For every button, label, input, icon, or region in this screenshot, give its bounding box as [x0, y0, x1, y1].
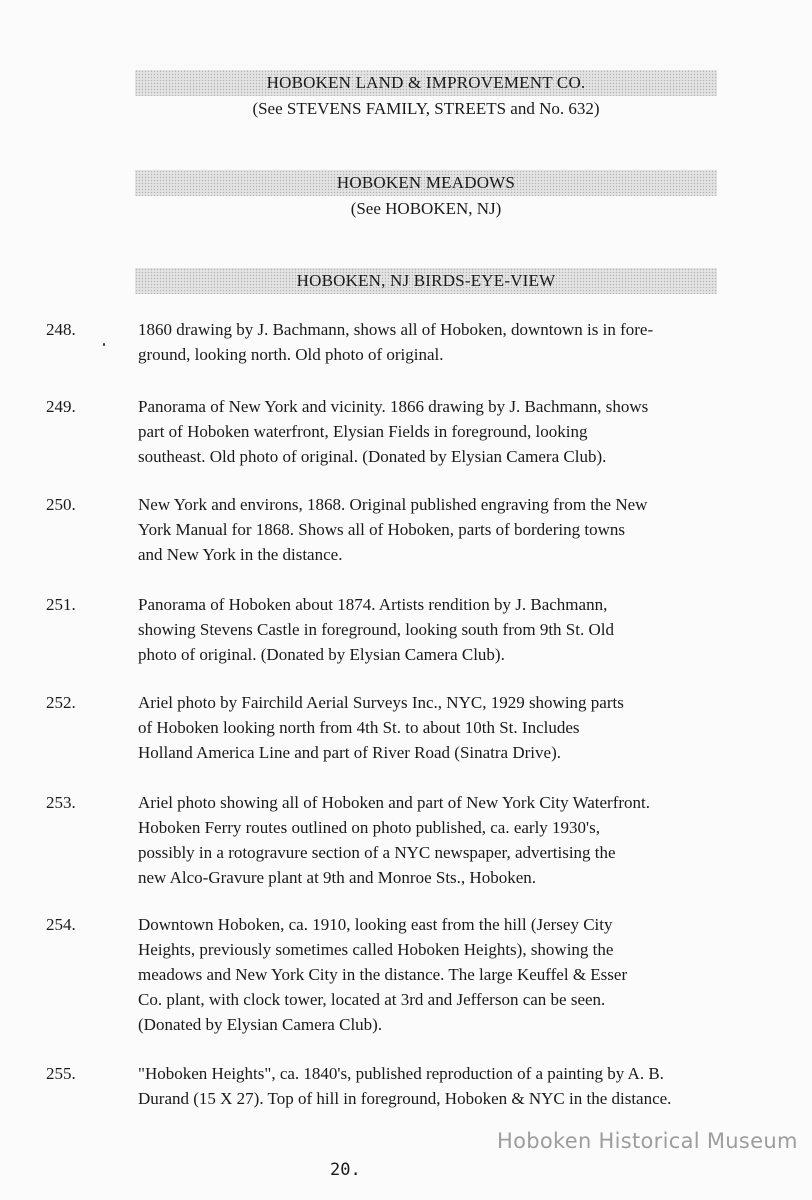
entry-number: 254.: [46, 915, 76, 934]
section-heading-birds-eye-view: [135, 268, 717, 294]
entry-line: York Manual for 1868. Shows all of Hoboken, parts of bordering towns: [138, 520, 625, 539]
entry-number: 255.: [46, 1064, 76, 1083]
entry-line: Hoboken Ferry routes outlined on photo published, ca. early 1930's,: [138, 818, 600, 837]
section-heading-text: HOBOKEN, NJ BIRDS-EYE-VIEW: [296, 271, 556, 290]
section-heading-meadows: [135, 170, 717, 196]
entry-description: [138, 394, 698, 469]
entry-line: showing Stevens Castle in foreground, looking south from 9th St. Old: [138, 620, 614, 639]
see-reference: (See HOBOKEN, NJ): [350, 199, 502, 218]
entry-number: 253.: [46, 793, 76, 812]
entry-description: [138, 912, 698, 1037]
entry-line: possibly in a rotogravure section of a NYC newspaper, advertising the: [138, 843, 616, 862]
entry-line: and New York in the distance.: [138, 545, 343, 564]
section-heading-land-improvement: [135, 70, 717, 96]
section-heading-text: HOBOKEN MEADOWS: [336, 173, 516, 192]
entry-description: [138, 1061, 718, 1111]
entry-line: Ariel photo showing all of Hoboken and part of New York City Waterfront.: [138, 793, 651, 812]
entry-line: Heights, previously sometimes called Hoboken Heights), showing the: [138, 940, 614, 959]
entry-description: [138, 592, 698, 667]
entry-description: [138, 492, 698, 567]
entry-line: part of Hoboken waterfront, Elysian Fields in foreground, looking: [138, 422, 588, 441]
entry-description: [138, 690, 698, 765]
entry-line: Downtown Hoboken, ca. 1910, looking east from the hill (Jersey City: [138, 915, 613, 934]
stray-mark: [103, 343, 105, 346]
entry-number: 251.: [46, 595, 76, 614]
entry-line: southeast. Old photo of original. (Donated by Elysian Camera Club).: [138, 447, 607, 466]
entry-line: Ariel photo by Fairchild Aerial Surveys Inc., NYC, 1929 showing parts: [138, 693, 624, 712]
entry-line: photo of original. (Donated by Elysian Camera Club).: [138, 645, 505, 664]
entry-line: ground, looking north. Old photo of original.: [138, 345, 444, 364]
entry-line: new Alco-Gravure plant at 9th and Monroe Sts., Hoboken.: [138, 868, 536, 887]
entry-line: Holland America Line and part of River Road (Sinatra Drive).: [138, 743, 561, 762]
entry-line: meadows and New York City in the distance. The large Keuffel & Esser: [138, 965, 628, 984]
page-number: 20.: [330, 1160, 361, 1180]
entry-description: [138, 317, 698, 367]
entry-number: 250.: [46, 495, 76, 514]
museum-watermark: Hoboken Historical Museum: [497, 1129, 798, 1153]
entry-description: [138, 790, 698, 890]
section-heading-text: HOBOKEN LAND & IMPROVEMENT CO.: [266, 73, 586, 92]
entry-line: Durand (15 X 27). Top of hill in foreground, Hoboken & NYC in the distance.: [138, 1089, 672, 1108]
see-reference: (See STEVENS FAMILY, STREETS and No. 632): [252, 99, 600, 118]
entry-line: Panorama of Hoboken about 1874. Artists rendition by J. Bachmann,: [138, 595, 608, 614]
entry-line: of Hoboken looking north from 4th St. to about 10th St. Includes: [138, 718, 580, 737]
entry-number: 248.: [46, 320, 76, 339]
entry-number: 249.: [46, 397, 76, 416]
entry-line: Panorama of New York and vicinity. 1866 drawing by J. Bachmann, shows: [138, 397, 649, 416]
entry-line: (Donated by Elysian Camera Club).: [138, 1015, 383, 1034]
entry-line: "Hoboken Heights", ca. 1840's, published reproduction of a painting by A. B.: [138, 1064, 664, 1083]
entry-line: New York and environs, 1868. Original published engraving from the New: [138, 495, 648, 514]
entry-number: 252.: [46, 693, 76, 712]
entry-line: Co. plant, with clock tower, located at 3rd and Jefferson can be seen.: [138, 990, 606, 1009]
entry-line: 1860 drawing by J. Bachmann, shows all of Hoboken, downtown is in fore-: [138, 320, 654, 339]
